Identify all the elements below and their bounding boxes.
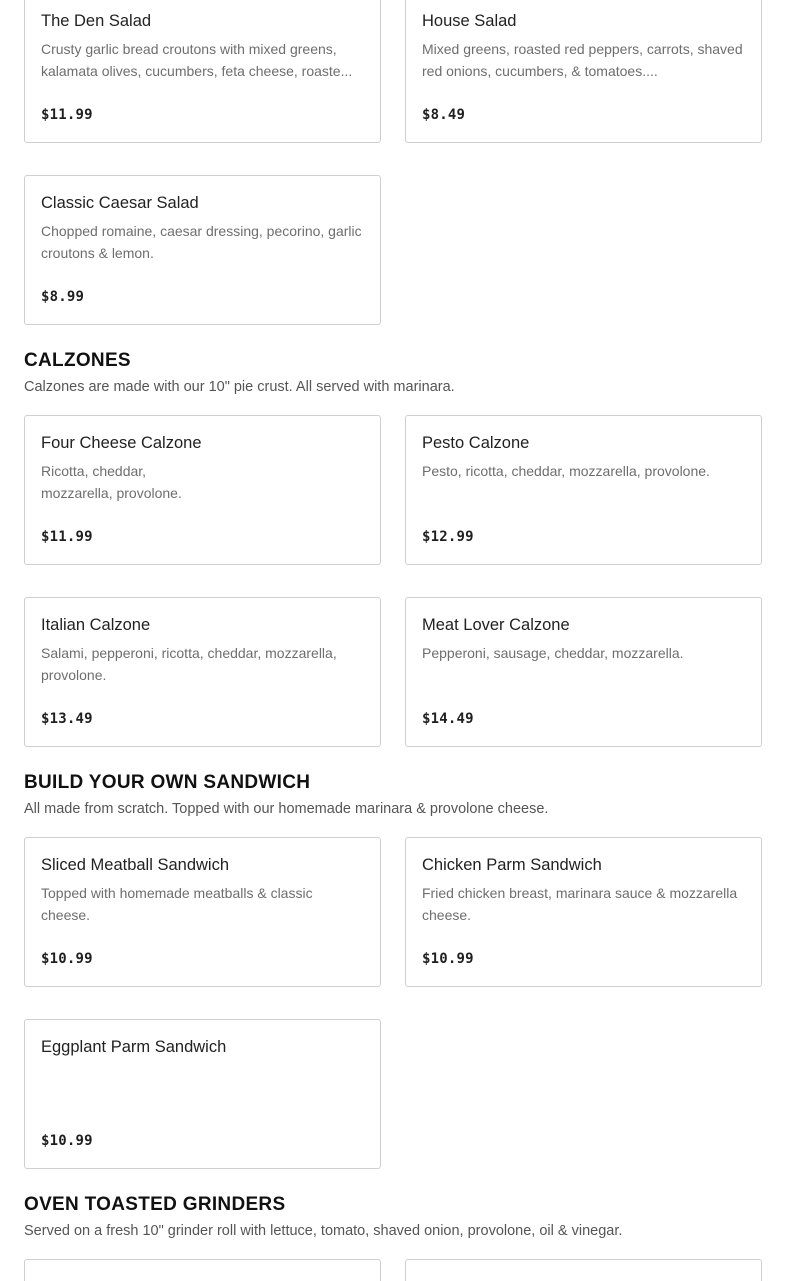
menu-item-name: House Salad bbox=[422, 12, 517, 30]
menu-item-name: Eggplant Parm Sandwich bbox=[41, 1038, 227, 1056]
menu-item-price: $13.49 bbox=[41, 711, 93, 727]
menu-item-name: Italian Calzone bbox=[41, 616, 151, 634]
menu-item-price: $11.99 bbox=[41, 107, 93, 123]
menu-item-description: Mixed greens, roasted red peppers, carrots, shaved red onions, cucumbers, & tomatoes.... bbox=[422, 41, 743, 79]
section-title-sandwiches: BUILD YOUR OWN SANDWICH bbox=[24, 772, 311, 793]
menu-item-price: $10.99 bbox=[41, 951, 93, 967]
menu-item-card[interactable] bbox=[24, 1259, 381, 1281]
menu-item-price: $14.49 bbox=[422, 711, 474, 727]
menu-item-card[interactable] bbox=[24, 415, 381, 565]
menu-item-description: Salami, pepperoni, ricotta, cheddar, mozzarella, provolone. bbox=[41, 645, 337, 683]
menu-item-description: Crusty garlic bread croutons with mixed greens, kalamata olives, cucumbers, feta cheese, roaste... bbox=[41, 41, 353, 79]
menu-item-price: $8.99 bbox=[41, 289, 85, 305]
menu-item-name: Pesto Calzone bbox=[422, 434, 530, 452]
menu-item-card[interactable] bbox=[405, 597, 762, 747]
section-description-sandwiches: All made from scratch. Topped with our homemade marinara & provolone cheese. bbox=[24, 801, 549, 817]
menu-item-name: Chicken Parm Sandwich bbox=[422, 856, 602, 874]
menu-item-card[interactable] bbox=[24, 0, 381, 143]
menu-item-price: $11.99 bbox=[41, 529, 93, 545]
menu-item-description: Pesto, ricotta, cheddar, mozzarella, provolone. bbox=[422, 463, 710, 479]
menu-item-description bbox=[41, 1064, 364, 1108]
menu-item-price: $10.99 bbox=[422, 951, 474, 967]
menu-item-card[interactable] bbox=[24, 837, 381, 987]
section-title-grinders: OVEN TOASTED GRINDERS bbox=[24, 1194, 286, 1215]
menu-item-price: $8.49 bbox=[422, 107, 466, 123]
menu-item-card[interactable] bbox=[405, 837, 762, 987]
menu-item-card[interactable] bbox=[24, 597, 381, 747]
menu-item-card[interactable] bbox=[405, 0, 762, 143]
menu-item-name: Four Cheese Calzone bbox=[41, 434, 202, 452]
menu-item-price: $10.99 bbox=[41, 1133, 93, 1149]
menu-item-card[interactable] bbox=[24, 1019, 381, 1169]
menu-item-price: $12.99 bbox=[422, 529, 474, 545]
menu-item-card[interactable] bbox=[24, 175, 381, 325]
section-description-grinders: Served on a fresh 10" grinder roll with lettuce, tomato, shaved onion, provolone, oil & vinegar. bbox=[24, 1223, 623, 1239]
menu-item-description: Fried chicken breast, marinara sauce & mozzarella cheese. bbox=[422, 885, 738, 923]
menu-item-name: Meat Lover Calzone bbox=[422, 616, 570, 634]
menu-item-name: Sliced Meatball Sandwich bbox=[41, 856, 230, 874]
menu-item-card[interactable] bbox=[405, 415, 762, 565]
menu-item-description: Topped with homemade meatballs & classic cheese. bbox=[41, 885, 313, 923]
menu-item-name: The Den Salad bbox=[41, 12, 152, 30]
menu-item-name: Classic Caesar Salad bbox=[41, 194, 199, 212]
menu-item-description: Chopped romaine, caesar dressing, pecorino, garlic croutons & lemon. bbox=[41, 223, 362, 261]
menu-item-description: Ricotta, cheddar, mozzarella, provolone. bbox=[41, 463, 182, 501]
menu-item-card[interactable] bbox=[405, 1259, 762, 1281]
section-title-calzones: CALZONES bbox=[24, 350, 131, 371]
menu-item-description: Pepperoni, sausage, cheddar, mozzarella. bbox=[422, 645, 684, 661]
section-description-calzones: Calzones are made with our 10" pie crust. All served with marinara. bbox=[24, 379, 455, 395]
